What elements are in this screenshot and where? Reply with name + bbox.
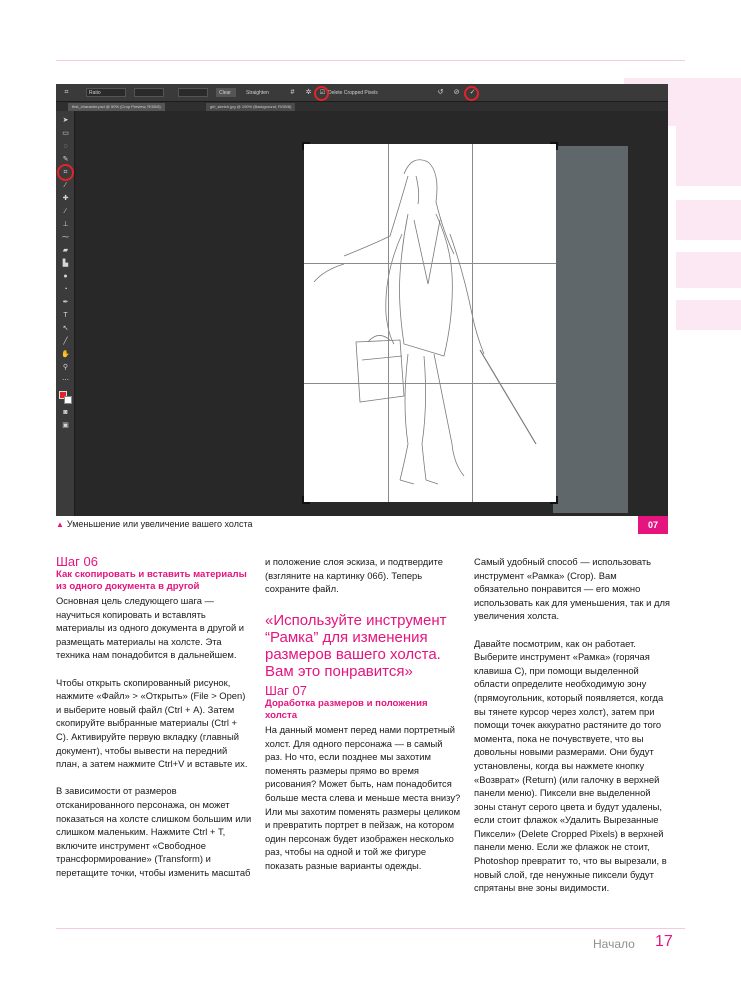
crop-handle[interactable] <box>302 142 310 150</box>
line-tool-icon[interactable]: ╱ <box>63 338 68 345</box>
pen-tool-icon[interactable]: ✒ <box>62 299 69 306</box>
caption-text: Уменьшение или увеличение вашего холста <box>66 519 253 529</box>
options-bar <box>56 84 668 102</box>
gradient-tool-icon[interactable]: ▙ <box>62 260 69 267</box>
highlight-commit <box>464 86 479 101</box>
cancel-icon[interactable]: ⊘ <box>453 89 460 96</box>
dodge-tool-icon[interactable]: ◔ <box>63 286 68 293</box>
gear-icon[interactable]: ✲ <box>305 89 312 96</box>
bottom-rule <box>56 928 685 929</box>
paragraph: В зависимости от размеров отсканированного персонажа, он может показаться на холсте слишком большим или слишком маленьким. Нажмите Ctrl + Т, включите инструмент «Свободное трансформирование» (Transform) и перетащите точки, чтобы изменить масштаб <box>56 785 252 878</box>
delete-cropped-checkbox[interactable]: ☑ <box>319 90 326 96</box>
decorative-block <box>676 126 741 186</box>
page-number: 17 <box>655 933 673 950</box>
section-label: Начало <box>593 937 635 951</box>
step-06-title: Шаг 06 <box>56 554 98 569</box>
crop-tool-icon[interactable]: ⌗ <box>63 169 68 176</box>
ratio-label: Ratio <box>89 90 101 96</box>
decorative-block <box>676 200 741 240</box>
blur-tool-icon[interactable]: ● <box>63 273 68 280</box>
paragraph: Чтобы открыть скопированный рисунок, нажмите «Файл» > «Открыть» (File > Open) и выберите новый файл (Ctrl + А). Затем скопируйте выбранные материалы (Ctrl + С). Активируйте первую вкладку (главный документ), чтобы вывести на передний план, а затем нажмите Ctrl+V и вставьте их. <box>56 676 248 770</box>
lasso-tool-icon[interactable]: ◌ <box>63 143 68 150</box>
column-2 <box>265 555 461 609</box>
figure-number: 07 <box>638 516 668 534</box>
paragraph: Основная цель следующего шага — научиться копировать и вставлять материалы из одного документа в другой и размещать материалы на холсте. Эта техника нам понадобится в дальнейшем. <box>56 595 245 661</box>
pull-quote: «Используйте инструмент “Рамка” для изменения размеров вашего холста. Вам это понравится» <box>265 612 447 680</box>
sketch-illustration <box>304 144 556 502</box>
decorative-block <box>676 300 741 330</box>
overlay-grid-icon[interactable]: # <box>290 89 295 96</box>
decorative-block <box>676 252 741 288</box>
document-tabs <box>56 102 668 111</box>
width-field[interactable] <box>134 88 164 97</box>
triangle-icon: ▲ <box>56 520 64 529</box>
reset-icon[interactable]: ↺ <box>437 89 444 96</box>
paragraph: и положение слоя эскиза, и подтвердите (взгляните на картинку 06б). Теперь сохраните файл. <box>265 556 443 595</box>
move-tool-icon[interactable]: ➤ <box>62 117 69 124</box>
caption-text-wrap <box>56 519 252 529</box>
delete-cropped-label: Delete Cropped Pixels <box>328 90 378 96</box>
figure-caption <box>56 516 668 534</box>
paragraph: На данный момент перед нами портретный холст. Для одного персонажа — в самый раз. Но что, если позднее мы захотим поменять размеры прямо во время рисования? Может быть, нам понадобится больше места слева и меньше места внизу? Или мы захотим поменять размеры целиком и превратить портрет в пейзаж, на котором один персонаж будет изображен несколько раз, чтобы на одной и той же фигуре показать разные варианты одежды. <box>265 724 461 871</box>
step-07-title: Шаг 07 <box>265 683 307 698</box>
background-color-swatch[interactable] <box>64 396 72 404</box>
brush-tool-icon[interactable]: ∕ <box>64 208 67 215</box>
path-select-icon[interactable]: ↖ <box>62 325 69 332</box>
crop-handle[interactable] <box>302 496 310 504</box>
hand-tool-icon[interactable]: ✋ <box>61 351 70 358</box>
column-2-step <box>265 684 461 886</box>
height-field[interactable] <box>178 88 208 97</box>
history-brush-icon[interactable]: ⁓ <box>62 234 69 241</box>
photoshop-screenshot <box>56 84 668 516</box>
marquee-tool-icon[interactable]: ▭ <box>62 130 69 137</box>
clear-button[interactable] <box>216 88 236 97</box>
clear-label: Clear <box>219 90 231 96</box>
step-07-subhead: Доработка размеров и положения холста <box>265 698 428 721</box>
paragraph: Давайте посмотрим, как он работает. Выберите инструмент «Рамка» (горячая клавиша С), при помощи выделенной области определите необходимую зону (прямоугольник, который появляется, когда вы тянете курсор через холст), затем при помощи точек аккуратно растяните до того момента, пока не почувствуете, что вы довольны новыми размерами. Они будут установлены, когда вы нажмете кнопку «Возврат» (Return) (или галочку в верхней панели меню). Пиксели вне выделенной зоны станут серого цвета и будут удалены, если стоит флажок «Удалить Вырезанные Пиксели» (Delete Cropped Pixels) в верхней панели меню. Если же флажок не стоит, Photoshop превратит то, что вы вырезали, в новый слой, где ненужные пиксели будут спрятаны вне зоны видимости. <box>474 637 667 894</box>
column-1 <box>56 555 252 893</box>
crop-grid-line <box>304 383 556 384</box>
screen-mode-icon[interactable]: ▣ <box>62 422 69 429</box>
crop-grid-line <box>472 144 473 502</box>
tab-first-character[interactable]: first_character.psd @ 50% (Crop Preview, RGB/8) <box>68 103 165 111</box>
eraser-tool-icon[interactable]: ▰ <box>62 247 69 254</box>
type-tool-icon[interactable]: T <box>63 312 68 319</box>
highlight-delete-cropped <box>314 86 329 101</box>
stamp-tool-icon[interactable]: ⊥ <box>62 221 69 228</box>
top-rule <box>56 60 685 61</box>
cropped-out-area <box>553 146 628 513</box>
healing-brush-icon[interactable]: ✚ <box>62 195 69 202</box>
paragraph: Самый удобный способ — использовать инструмент «Рамка» (Crop). Вам обязательно понравится — его можно использовать как для уменьшения, так и для увеличения холста. <box>474 556 670 622</box>
highlight-crop-tool <box>57 164 74 181</box>
column-3 <box>474 555 670 908</box>
crop-handle[interactable] <box>550 142 558 150</box>
crop-grid-line <box>304 263 556 264</box>
quick-select-icon[interactable]: ✎ <box>62 156 69 163</box>
commit-checkmark-icon[interactable]: ✓ <box>469 89 476 96</box>
step-06-subhead: Как скопировать и вставить материалы из одного документа в другой <box>56 569 247 592</box>
crop-grid-line <box>388 144 389 502</box>
zoom-tool-icon[interactable]: ⚲ <box>62 364 69 371</box>
crop-handle[interactable] <box>550 496 558 504</box>
tools-panel <box>56 111 75 516</box>
straighten-button[interactable]: Straighten <box>246 90 269 96</box>
more-tools-icon[interactable]: ⋯ <box>62 377 69 384</box>
quick-mask-icon[interactable]: ◙ <box>63 409 68 416</box>
eyedropper-icon[interactable]: ⁄ <box>64 182 67 189</box>
document-canvas[interactable] <box>304 144 556 502</box>
tab-girl-sketch[interactable]: girl_sketch.jpg @ 100% (Background, RGB/8) <box>206 103 295 111</box>
crop-tool-icon: ⌗ <box>64 89 69 96</box>
ratio-select[interactable] <box>86 88 126 97</box>
